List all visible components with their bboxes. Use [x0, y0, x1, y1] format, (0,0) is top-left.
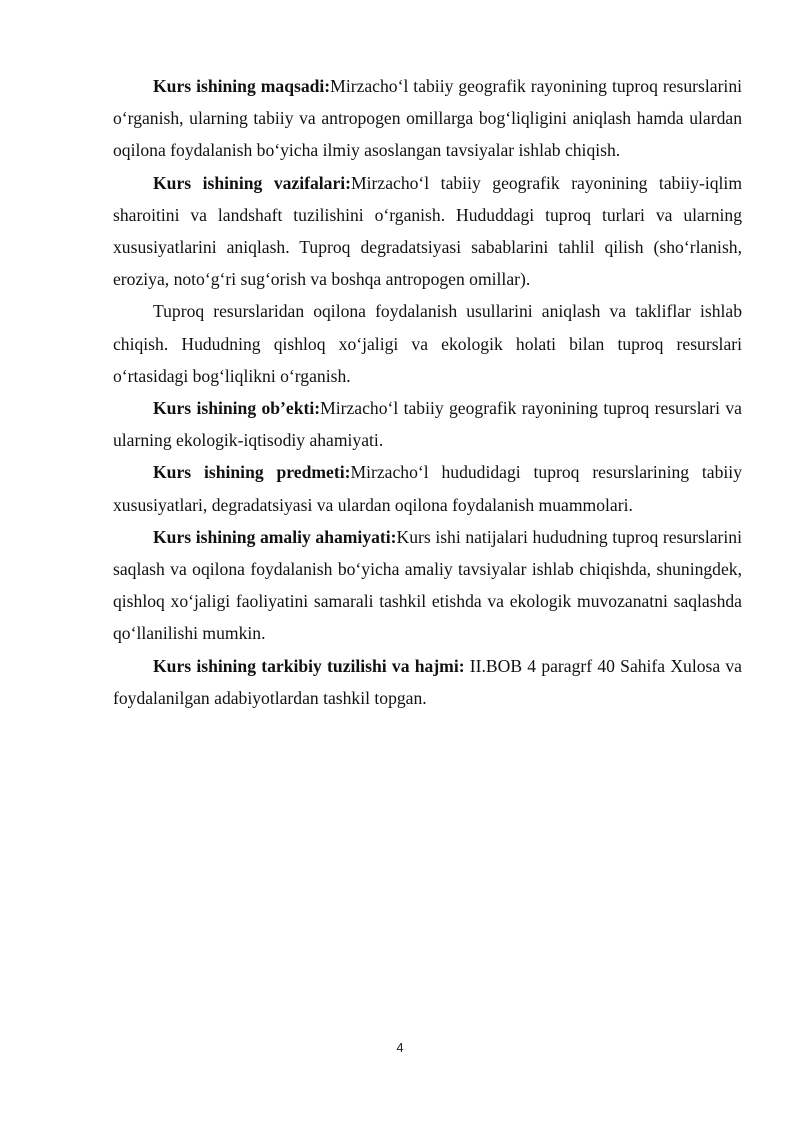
paragraph-lead: Kurs ishining amaliy ahamiyati: [153, 526, 397, 547]
paragraph-goal [113, 70, 742, 167]
paragraph-text: Mirzacho‘l tabiiy geografik rayonining tabiiy-iqlim sharoitini va landshaft tuzilishini o‘rganish. Hududdagi tuproq turlari va ularning xususiyatlarini aniqlash. Tuproq degradatsiyasi sabablarini tahlil qilish (sho‘rlanish, eroziya, noto‘g‘ri sug‘orish va boshqa antropogen omillar). [113, 172, 743, 290]
paragraph-tasks [113, 167, 742, 296]
paragraph-object [113, 392, 742, 456]
paragraph-lead: Kurs ishining maqsadi: [153, 76, 331, 96]
paragraph-practical-significance [113, 521, 742, 650]
paragraph-text: Kurs ishi natijalari hududning tuproq resurslarini saqlash va oqilona foydalanish bo‘yicha amaliy tavsiyalar ishlab chiqishda, shuningdek, qishloq xo‘jaligi faoliyatini samarali tashkil etishda va ekologik muvozanatni saqlashda qo‘llanilishi mumkin. [113, 526, 742, 644]
paragraph-lead: Kurs ishining vazifalari: [153, 172, 352, 193]
paragraph-lead: Kurs ishining tarkibiy tuzilishi va hajmi: [153, 655, 465, 676]
paragraph-text: Mirzacho‘l tabiiy geografik rayonining tuproq resurslari va ularning ekologik-iqtisodiy ahamiyati. [113, 398, 742, 451]
paragraph-lead: Kurs ishining ob’ekti: [153, 398, 321, 419]
paragraph-subject [113, 456, 742, 520]
document-body [113, 70, 742, 714]
paragraph-tasks-continued [113, 295, 742, 392]
paragraph-lead: Kurs ishining predmeti: [153, 462, 351, 483]
paragraph-text: Tuproq resurslaridan oqilona foydalanish usullarini aniqlash va takliflar ishlab chiqish. Hududning qishloq xo‘jaligi va ekologik holati bilan tuproq resurslari o‘rtasidagi bog‘liqlikni o‘rganish. [113, 301, 742, 386]
paragraph-structure [113, 650, 742, 714]
paragraph-text: II.BOB 4 paragrf 40 Sahifa Xulosa va foydalanilgan adabiyotlardan tashkil topgan. [113, 655, 742, 708]
paragraph-text: Mirzacho‘l hududidagi tuproq resurslarining tabiiy xususiyatlari, degradatsiyasi va ulardan oqilona foydalanish muammolari. [113, 462, 742, 515]
paragraph-text: Mirzacho‘l tabiiy geografik rayonining tuproq resurslarini o‘rganish, ularning tabiiy va antropogen omillarga bog‘liqligini aniqlash hamda ulardan oqilona foydalanish bo‘yicha ilmiy asoslangan tavsiyalar ishlab chiqish. [113, 76, 743, 161]
page-number: 4 [396, 1040, 404, 1055]
